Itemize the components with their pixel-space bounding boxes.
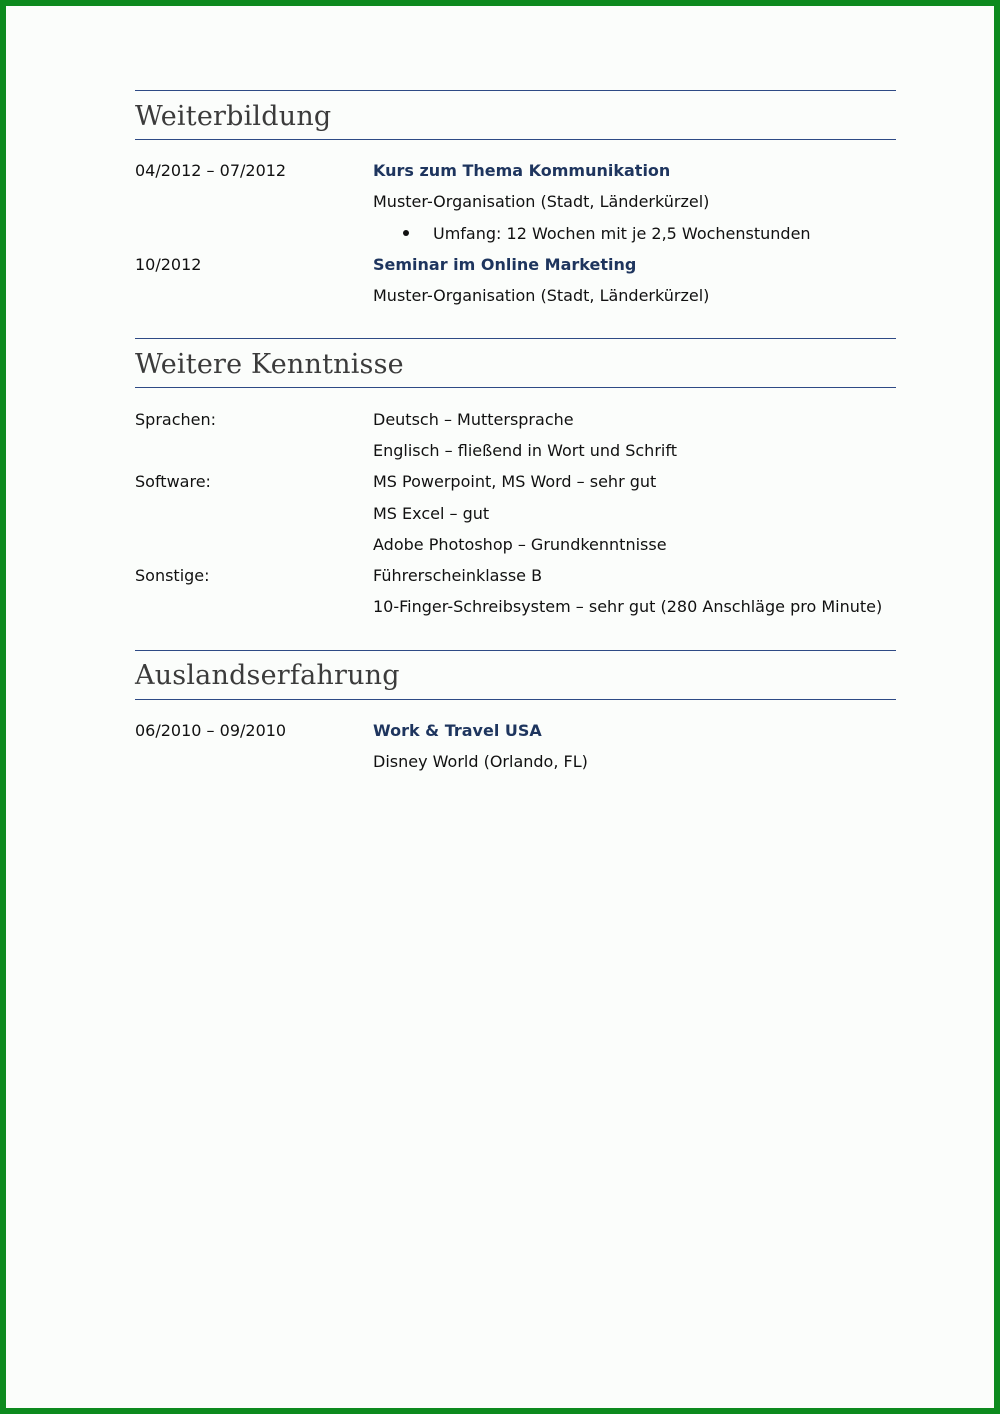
skill-row — [135, 560, 896, 591]
entry-row — [135, 280, 896, 311]
section-header — [135, 650, 896, 700]
entry-date: 04/2012 – 07/2012 — [135, 161, 287, 181]
skill-row — [135, 497, 896, 528]
entry-title: Kurs zum Thema Kommunikation — [373, 161, 671, 181]
skill-value: Englisch – fließend in Wort und Schrift — [373, 440, 677, 460]
entry-title: Work & Travel USA — [373, 720, 542, 740]
skill-row — [135, 591, 896, 622]
section-weiterbildung — [135, 90, 896, 311]
section-title: Auslandserfahrung — [135, 660, 400, 692]
entry-date: 06/2010 – 09/2010 — [135, 720, 287, 740]
entry-row — [135, 218, 896, 249]
bullet-icon — [403, 230, 409, 236]
skill-list — [135, 388, 896, 622]
skill-row — [135, 435, 896, 466]
cv-content — [135, 90, 896, 804]
skill-value: Deutsch – Muttersprache — [373, 409, 574, 429]
entry-date: 10/2012 — [135, 255, 202, 275]
bullet-text: Umfang: 12 Wochen mit je 2,5 Wochenstunden — [433, 223, 811, 243]
skill-category: Sprachen: — [135, 409, 217, 429]
section-header — [135, 90, 896, 140]
entry-row — [135, 746, 896, 777]
entry-row — [135, 186, 896, 217]
skill-row — [135, 403, 896, 434]
entry-row — [135, 715, 896, 746]
skill-value: MS Powerpoint, MS Word – sehr gut — [373, 472, 657, 492]
skill-row — [135, 466, 896, 497]
skill-value: 10-Finger-Schreibsystem – sehr gut (280 Anschläge pro Minute) — [373, 597, 883, 617]
entry-list — [135, 700, 896, 778]
skill-value: Adobe Photoshop – Grundkenntnisse — [373, 534, 667, 554]
entry-organisation: Muster-Organisation (Stadt, Länderkürzel) — [373, 286, 710, 306]
skill-category: Sonstige: — [135, 566, 210, 586]
section-header — [135, 338, 896, 388]
skill-value: Führerscheinklasse B — [373, 566, 543, 586]
skill-value: MS Excel – gut — [373, 503, 490, 523]
entry-row — [135, 155, 896, 186]
entry-list — [135, 140, 896, 311]
entry-row — [135, 249, 896, 280]
skill-category: Software: — [135, 472, 211, 492]
entry-organisation: Muster-Organisation (Stadt, Länderkürzel) — [373, 192, 710, 212]
entry-title: Seminar im Online Marketing — [373, 255, 637, 275]
skill-row — [135, 529, 896, 560]
section-title: Weiterbildung — [135, 100, 332, 132]
section-weitere-kenntnisse — [135, 338, 896, 622]
section-title: Weitere Kenntnisse — [135, 348, 404, 380]
entry-bullet — [373, 224, 811, 243]
entry-organisation: Disney World (Orlando, FL) — [373, 752, 588, 771]
section-auslandserfahrung — [135, 650, 896, 778]
